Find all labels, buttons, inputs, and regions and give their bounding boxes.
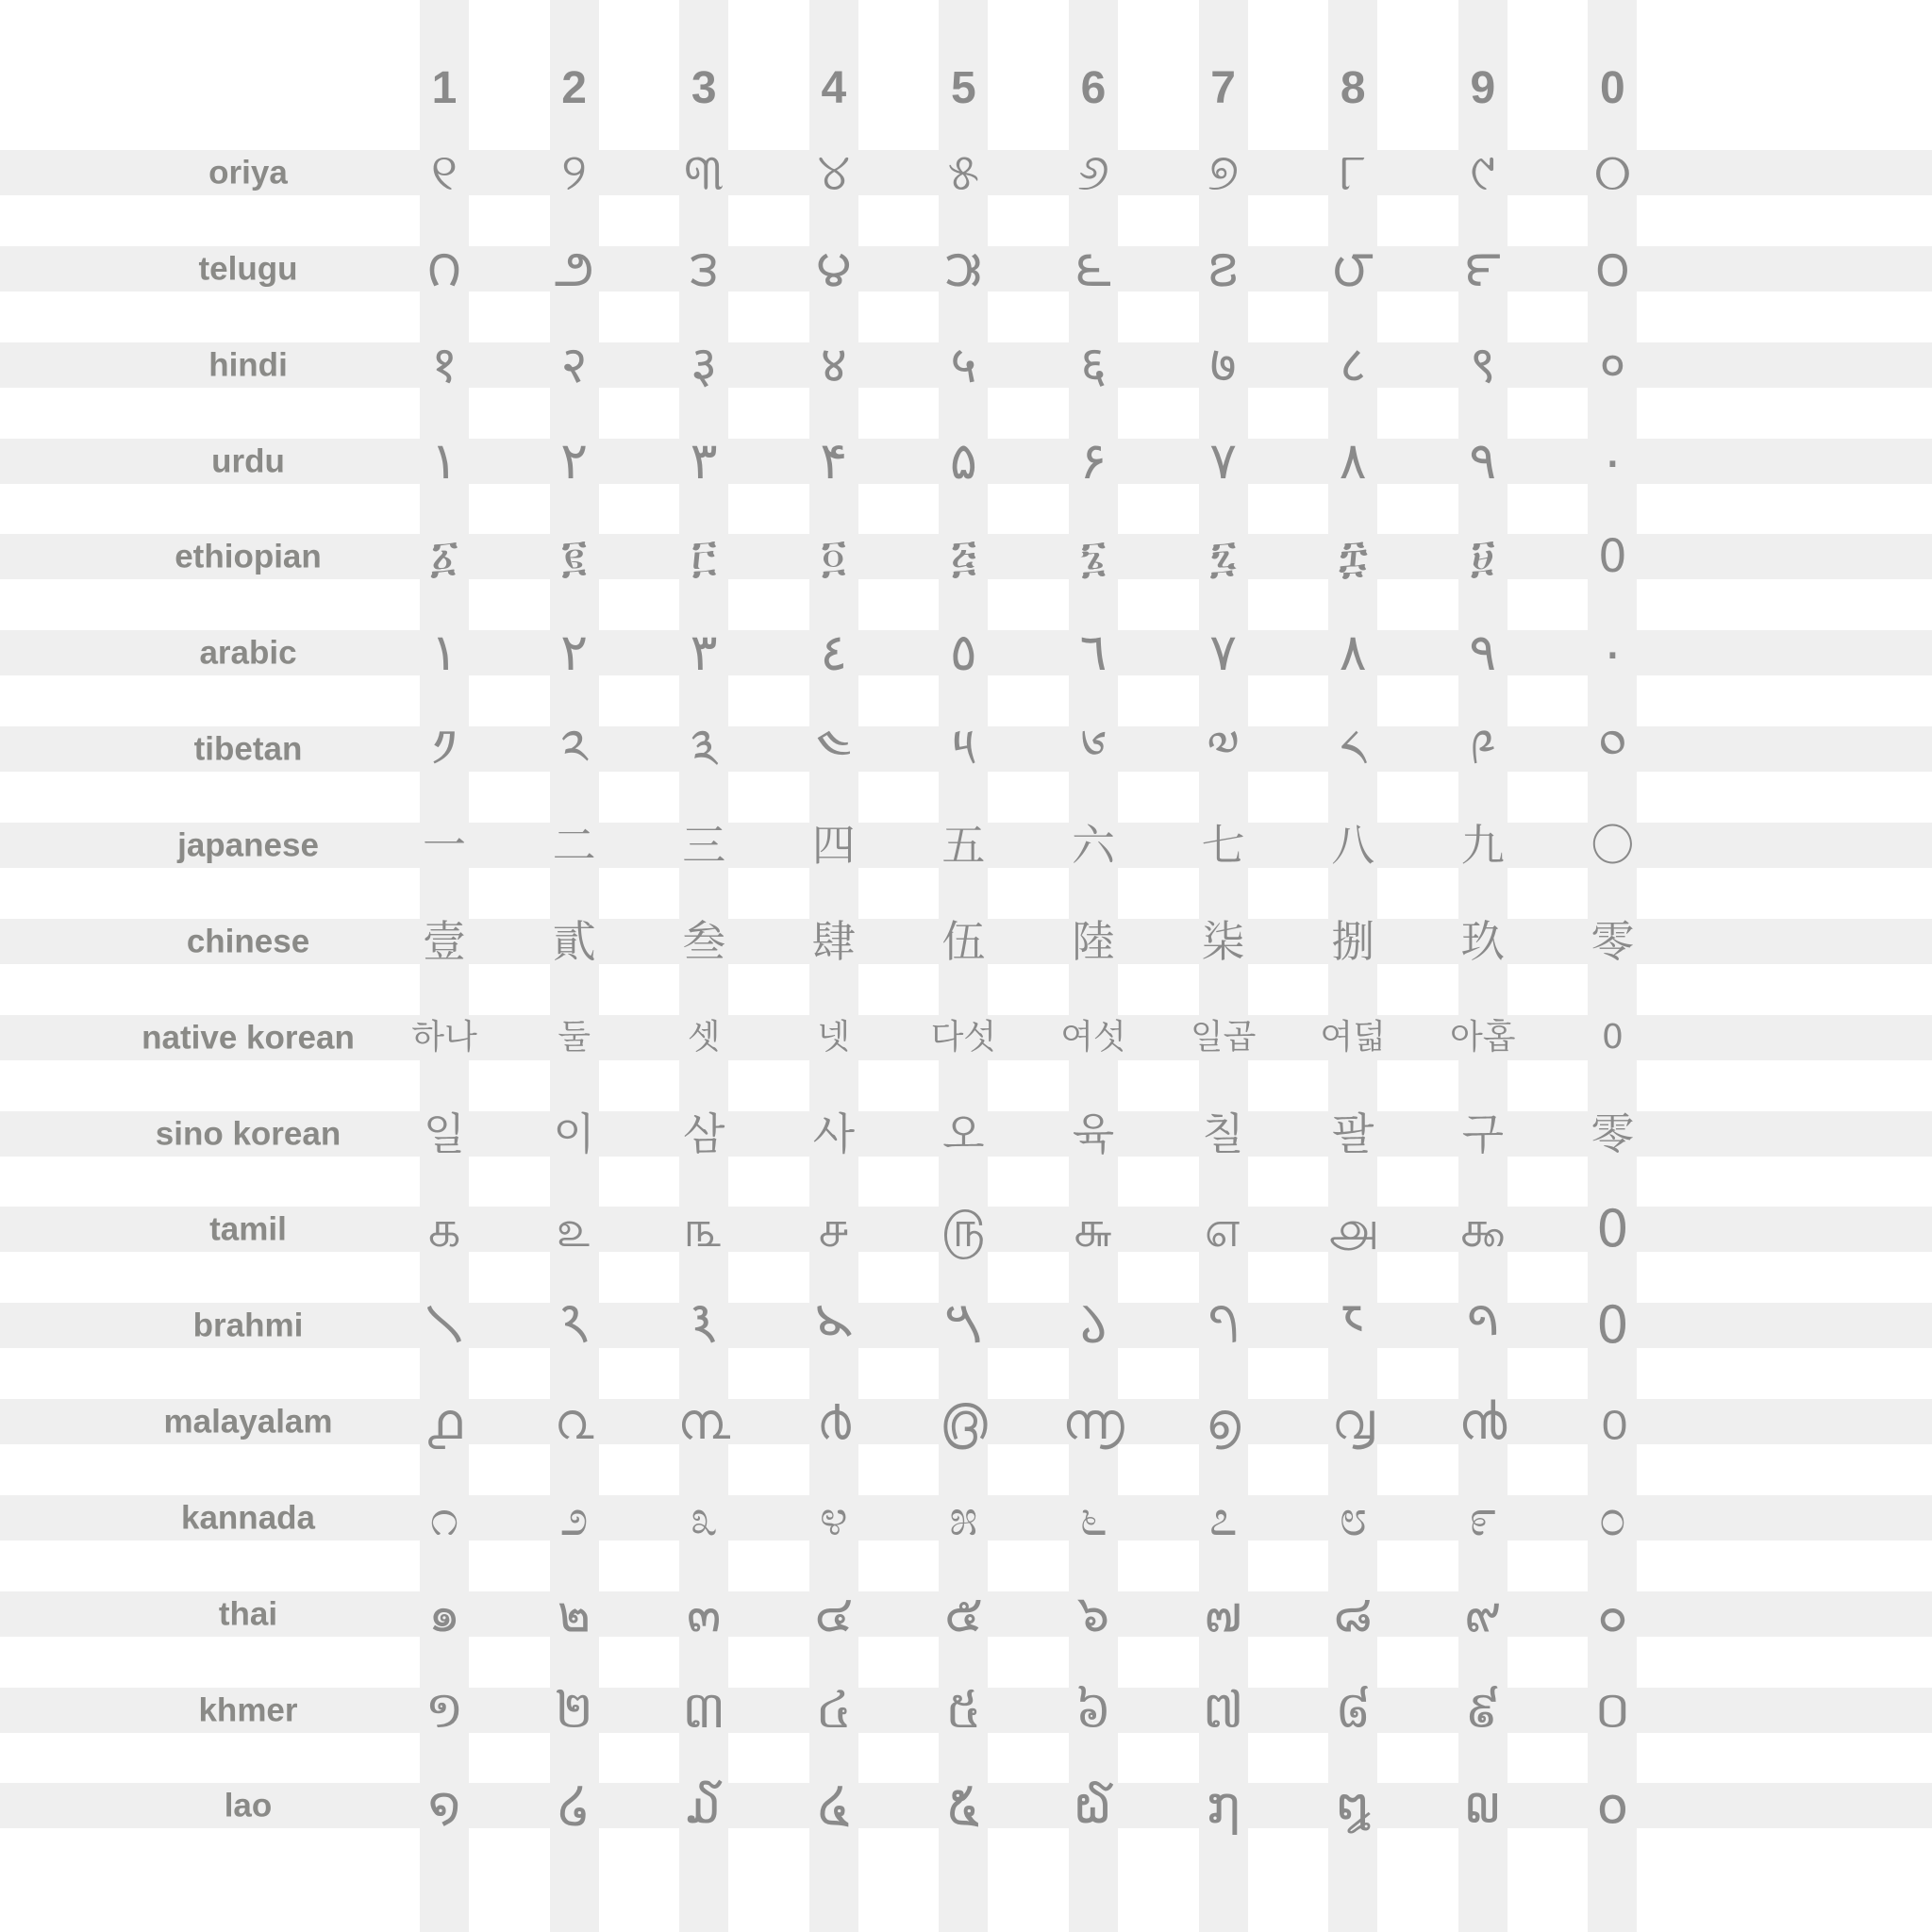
numeral-cell: ๙: [1464, 1583, 1502, 1643]
numeral-cell: ༠: [1598, 719, 1627, 779]
numeral-cell: ፬: [821, 530, 847, 584]
numeral-cell: 0: [1601, 1017, 1624, 1057]
numeral-cell: 일: [423, 1108, 466, 1159]
row-label: ethiopian: [175, 538, 322, 575]
numeral-cell: ୧: [430, 142, 458, 202]
numeral-cell: ๔: [814, 1583, 854, 1643]
numeral-cell: 二: [552, 819, 596, 871]
row-label: native korean: [142, 1019, 355, 1057]
numeral-cell: ௫: [941, 1199, 987, 1259]
numeral-cell: 셋: [687, 1017, 721, 1057]
numeral-cell: ๖: [1076, 1583, 1110, 1643]
numeral-cell: ٣: [690, 623, 718, 683]
numeral-cell: ൫: [940, 1391, 988, 1452]
numeral-cell: ൯: [1458, 1391, 1507, 1452]
numeral-cell: 柒: [1201, 915, 1245, 967]
numeral-cell: ២: [555, 1679, 594, 1740]
numeral-cell: 육: [1072, 1108, 1115, 1159]
row-label: kannada: [181, 1499, 315, 1537]
numeral-cell: ٤: [820, 623, 848, 683]
numeral-cell: ౫: [945, 238, 982, 298]
numeral-cell: 𑁭: [1206, 1295, 1241, 1356]
numeral-cell: ౬: [1075, 238, 1111, 298]
numeral-cell: ೮: [1339, 1487, 1368, 1547]
numeral-cell: ៥: [945, 1679, 982, 1740]
numeral-cell: ۸: [1339, 430, 1367, 491]
numeral-cell: ໘: [1335, 1775, 1371, 1836]
numeral-cell: ६: [1079, 334, 1108, 394]
numeral-cell: ௮: [1327, 1199, 1379, 1259]
numeral-cell: 0: [1596, 1199, 1629, 1259]
numeral-cell: ۲: [560, 430, 589, 491]
numeral-cell: 아홉: [1450, 1017, 1516, 1057]
numeral-cell: 捌: [1331, 915, 1375, 967]
numeral-cell: ౩: [690, 238, 718, 298]
numeral-cell: ൭: [1206, 1391, 1241, 1452]
numeral-cell: ൮: [1331, 1391, 1374, 1452]
column-header-digit: 6: [1080, 63, 1107, 113]
row-label: thai: [218, 1595, 278, 1633]
numeral-cell: ༩: [1470, 719, 1496, 779]
numeral-cell: ௨: [556, 1199, 592, 1259]
column-header-digit: 4: [821, 63, 847, 113]
numeral-cell: ۳: [690, 430, 718, 491]
row-label: oriya: [208, 154, 288, 192]
numeral-cell: 0: [1598, 530, 1627, 584]
numeral-cell: 𑁫: [943, 1295, 984, 1356]
numeral-cell: 一: [423, 819, 466, 871]
numeral-cell: ༢: [560, 719, 588, 779]
numeral-cell: ๘: [1333, 1583, 1374, 1643]
numeral-cell: ൬: [1062, 1391, 1124, 1452]
numeral-cell: 𑁬: [1077, 1295, 1109, 1356]
numeral-cell: ୮: [1340, 142, 1367, 202]
numeral-cell: ៦: [1074, 1679, 1112, 1740]
numeral-cell: ໔: [817, 1775, 850, 1836]
numeral-cell: 伍: [941, 915, 986, 967]
numeral-cell: ٩: [1469, 623, 1497, 683]
numeral-cell: २: [560, 334, 588, 394]
numeral-cell: ፱: [1471, 530, 1495, 584]
numeral-cell: ۰: [1598, 430, 1626, 491]
numeral-cell: ౭: [1208, 238, 1239, 298]
numeral-cell: 여덟: [1320, 1017, 1386, 1057]
numeral-cell: ୨: [561, 142, 588, 202]
numeral-cell: ༨: [1340, 719, 1366, 779]
numeral-cell: ൧: [426, 1391, 462, 1452]
numeral-cell: ٢: [560, 623, 589, 683]
row-label: lao: [224, 1787, 273, 1824]
row-label: telugu: [198, 250, 298, 288]
column-header-digit: 9: [1470, 63, 1496, 113]
column-header-digit: 2: [561, 63, 587, 113]
numeral-cell: ୬: [1077, 142, 1109, 202]
numeral-cell: ۴: [820, 430, 848, 491]
numeral-cell: ୭: [1208, 142, 1240, 202]
numeral-cell: ୫: [947, 142, 980, 202]
numeral-cell: ༦: [1080, 719, 1107, 779]
numeral-cell: ፮: [1080, 530, 1107, 584]
numeral-cell: ๗: [1204, 1583, 1242, 1643]
numeral-cell: ०: [1599, 334, 1626, 394]
numeral-cell: ໗: [1206, 1775, 1241, 1836]
numeral-cell: ៩: [1464, 1679, 1501, 1740]
numeral-cell: 칠: [1202, 1108, 1244, 1159]
numeral-cell: 다섯: [930, 1017, 997, 1057]
row-label: urdu: [211, 442, 285, 480]
numeral-cell: ४: [820, 334, 847, 394]
numeral-cell: ٧: [1209, 623, 1238, 683]
numeral-cell: ൩: [677, 1391, 730, 1452]
column-header-digit: 5: [951, 63, 976, 113]
row-label: japanese: [177, 826, 319, 864]
numeral-cell: 七: [1201, 819, 1245, 871]
numeral-cell: ௬: [1073, 1199, 1114, 1259]
numeral-cell: ౯: [1464, 238, 1501, 298]
column-header-digit: 3: [691, 63, 717, 113]
row-label: chinese: [186, 923, 310, 960]
numeral-cell: 陸: [1072, 915, 1115, 967]
numeral-cell: 구: [1461, 1108, 1505, 1159]
numeral-cell: 오: [942, 1108, 985, 1159]
numeral-cell: ೩: [690, 1487, 719, 1547]
numeral-cell: 叁: [682, 915, 726, 967]
numeral-cell: ፫: [691, 530, 717, 584]
numeral-cell: ๓: [686, 1583, 722, 1643]
numeral-cell: ໑: [427, 1775, 461, 1836]
numeral-cell: ೭: [1208, 1487, 1238, 1547]
numeral-cell: ௧: [426, 1199, 462, 1259]
numeral-cell: 일곱: [1190, 1017, 1257, 1057]
numeral-cell: 四: [811, 819, 856, 871]
numeral-cell: ७: [1209, 334, 1237, 394]
numeral-cell: ፩: [430, 530, 458, 584]
numeral-cell: ೪: [819, 1487, 848, 1547]
numeral-cell: ൦: [1599, 1391, 1626, 1452]
numeral-cell: 貳: [552, 915, 596, 967]
numeral-cell: ௩: [684, 1199, 724, 1259]
numeral-cell: ፪: [561, 530, 587, 584]
numeral-cell: ٥: [949, 623, 977, 683]
numeral-cell: ೧: [429, 1487, 459, 1547]
numeral-cell: ௯: [1458, 1199, 1507, 1259]
numeral-cell: ٨: [1339, 623, 1367, 683]
numeral-cell: ٠: [1598, 623, 1626, 683]
numeral-cell: 사: [812, 1108, 856, 1159]
numeral-cell: ༧: [1207, 719, 1240, 779]
column-header-digit: 1: [431, 63, 458, 113]
numeral-cell: ३: [691, 334, 718, 394]
numeral-cell: ៣: [682, 1679, 726, 1740]
numeral-cell: 여섯: [1060, 1017, 1126, 1057]
numeral-cell: 𑁯: [1464, 1295, 1501, 1356]
numeral-cell: 𑁧: [425, 1295, 464, 1356]
numeral-cell: ೨: [559, 1487, 589, 1547]
numeral-cell: ೦: [1598, 1487, 1627, 1547]
numeral-cell: 삼: [682, 1108, 725, 1159]
numeral-cell: 三: [682, 819, 726, 871]
row-label: malayalam: [163, 1403, 333, 1441]
row-label: tibetan: [193, 730, 303, 768]
numeral-cell: ९: [1469, 334, 1496, 394]
numeral-cell: ୯: [1470, 142, 1496, 202]
numeral-cell: ๑: [427, 1583, 461, 1643]
column-header-digit: 8: [1340, 63, 1366, 113]
numeral-cell: 〇: [1591, 819, 1635, 871]
numeral-cell: ፭: [950, 530, 977, 584]
numeral-cell: 𑁮: [1340, 1295, 1367, 1356]
numeral-cell: 넷: [817, 1017, 851, 1057]
row-label: khmer: [198, 1691, 298, 1729]
numeral-cell: ୪: [817, 142, 851, 202]
numeral-cell: ౦: [1595, 238, 1630, 298]
numeral-cell: ೬: [1078, 1487, 1108, 1547]
numeral-cell: 零: [1591, 1108, 1635, 1159]
numeral-cell: ༤: [816, 719, 852, 779]
row-label: brahmi: [192, 1307, 304, 1344]
numeral-cell: 九: [1460, 819, 1505, 871]
numeral-cell: ໕: [947, 1775, 980, 1836]
numeral-cell: 六: [1072, 819, 1115, 871]
row-label: sino korean: [155, 1115, 341, 1152]
numeral-cell: ๕: [943, 1583, 983, 1643]
numeral-cell: ໓: [687, 1775, 722, 1836]
numeral-cell: ౪: [816, 238, 852, 298]
numeral-cell: ໙: [1465, 1775, 1501, 1836]
numeral-cell: ๐: [1596, 1583, 1628, 1643]
numeral-cell: ८: [1340, 334, 1367, 394]
numeral-cell: ໐: [1596, 1775, 1629, 1836]
numeral-cell: ५: [950, 334, 977, 394]
numeral-cell: ٦: [1079, 623, 1108, 683]
row-label: tamil: [209, 1210, 287, 1248]
numeral-cell: 하나: [411, 1017, 477, 1057]
row-label: arabic: [199, 634, 297, 672]
numeral-cell: ۶: [1079, 430, 1108, 491]
numeral-cell: 壹: [423, 915, 466, 967]
numeral-cell: १: [430, 334, 458, 394]
numeral-cell: ۹: [1469, 430, 1497, 491]
numeral-cell: ೯: [1468, 1487, 1497, 1547]
column-header-digit: 0: [1600, 63, 1625, 113]
numeral-cell: ೫: [949, 1487, 978, 1547]
numeral-cell: ༡: [431, 719, 458, 779]
numeral-cell: ፯: [1209, 530, 1238, 584]
numeral-cell: 팔: [1331, 1108, 1374, 1159]
column-header-digit: 7: [1210, 63, 1236, 113]
numeral-cell: ፰: [1338, 530, 1368, 584]
numeral-cell: 𑁪: [813, 1295, 855, 1356]
numeral-cell: ౮: [1332, 238, 1374, 298]
numeral-cell: ۱: [430, 430, 458, 491]
numeral-cell: ൨: [554, 1391, 594, 1452]
numeral-cell: ១: [425, 1679, 464, 1740]
numeral-cell: ୦: [1593, 142, 1631, 202]
numeral-cell: 𑁨: [558, 1295, 591, 1356]
row-label: hindi: [208, 346, 288, 384]
numeral-cell: ០: [1594, 1679, 1631, 1740]
numeral-cell: ༣: [691, 719, 718, 779]
numeral-cell: ༥: [952, 719, 975, 779]
numeral-cell: ۵: [949, 430, 977, 491]
numeral-cell: ๒: [557, 1583, 591, 1643]
numeral-cell: ໒: [558, 1775, 591, 1836]
numeral-cell: ౨: [554, 238, 594, 298]
numeral-cell: 𑁩: [688, 1295, 720, 1356]
numeral-cell: ١: [430, 623, 458, 683]
numeral-cell: ۷: [1209, 430, 1238, 491]
numeral-cell: 0: [1596, 1295, 1629, 1356]
numeral-cell: ౧: [427, 238, 461, 298]
numeral-cell: 玖: [1460, 915, 1505, 967]
numeral-cell: ៨: [1335, 1679, 1372, 1740]
numeral-cell: ୩: [683, 142, 724, 202]
numeral-cell: ៧: [1202, 1679, 1244, 1740]
numeral-cell: 八: [1331, 819, 1375, 871]
numeral-cell: ൪: [816, 1391, 851, 1452]
numeral-cell: ௭: [1204, 1199, 1242, 1259]
numeral-cell: ៤: [815, 1679, 852, 1740]
numeral-cell: ௪: [817, 1199, 851, 1259]
numeral-cell: 零: [1591, 915, 1635, 967]
numeral-cell: ໖: [1075, 1775, 1111, 1836]
numeral-cell: 五: [941, 819, 986, 871]
numeral-cell: 肆: [811, 915, 856, 967]
numeral-cell: 이: [553, 1108, 595, 1159]
numeral-cell: 둘: [558, 1017, 591, 1057]
